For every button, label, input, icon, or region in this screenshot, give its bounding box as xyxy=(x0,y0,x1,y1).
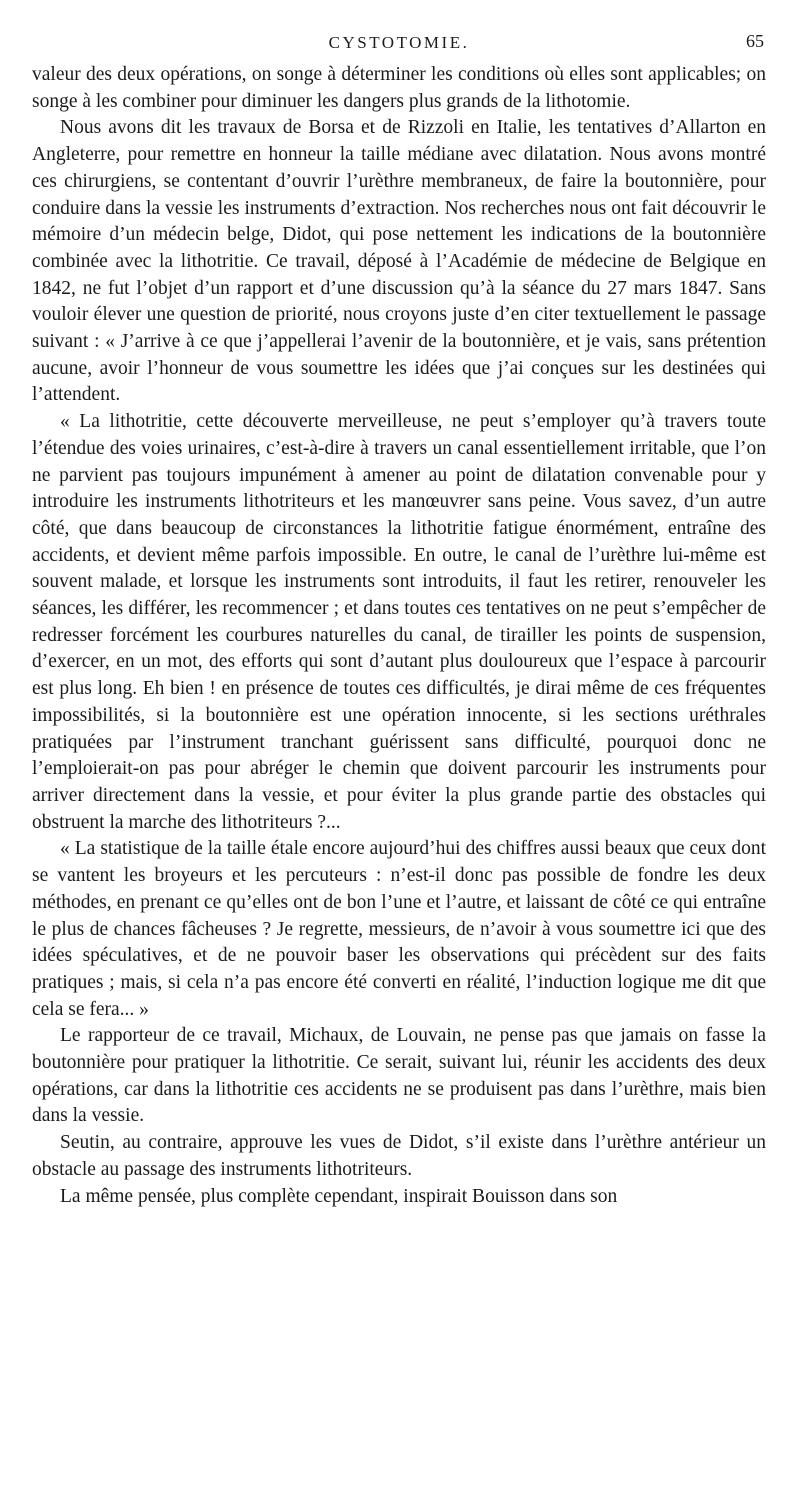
paragraph-didot-intro: Nous avons dit les travaux de Borsa et de Rizzoli en Italie, les tentatives d’Allarton en Angleterre, pour remettre en honneur la taille médiane avec dilatation. Nous avons montré ces chirurgiens, se contentant d’ouvrir l’urèthre membraneux, de faire la boutonnière, pour conduire dans la vessie les instruments d’extraction. Nos recherches nous ont fait découvrir le mémoire d’un médecin belge, Didot, qui pose nettement les indications de la boutonnière combinée avec la lithotritie. Ce travail, déposé à l’Académie de médecine de Belgique en 1842, ne fut l’objet d’un rapport et d’une discussion qu’à la séance du 27 mars 1847. Sans vouloir élever une question de priorité, nous croyons juste d’en citer textuellement le passage suivant : « J’arrive à ce que j’appellerai l’avenir de la boutonnière, et je vais, sans prétention aucune, avoir l’honneur de vous soumettre les idées que j’ai conçues sur les destinées qui l’attendent. xyxy=(32,117,766,406)
running-header xyxy=(32,28,766,58)
paragraph-quote-statistique: « La statistique de la taille étale encore aujourd’hui des chiffres aussi beaux que ceux dont se vantent les broyeurs et les percuteurs : n’est-il donc pas possible de fondre les deux méthodes, en prenant ce qu’elles ont de bon l’une et l’autre, et laissant de côté ce qui entraîne le plus de chances fâcheuses ? Je regrette, messieurs, de n’avoir à vous soumettre ici que des idées spéculatives, et de ne pouvoir baser les observations qui précèdent sur des faits pratiques ; mais, si cela n’a pas encore été converti en réalité, l’induction logique me dit que cela se fera... » xyxy=(32,838,766,1020)
paragraph-michaux: Le rapporteur de ce travail, Michaux, de Louvain, ne pense pas que jamais on fasse la boutonnière pour pratiquer la lithotritie. Ce serait, suivant lui, réunir les accidents des deux opérations, car dans la lithotritie ces accidents ne se produisent pas dans l’urèthre, mais bien dans la vessie. xyxy=(32,1025,766,1127)
paragraph-continuation: valeur des deux opérations, on songe à déterminer les conditions où elles sont applicables; on songe à les combiner pour diminuer les dangers plus grands de la lithotomie. xyxy=(32,64,766,112)
paragraph-quote-lithotritie: « La lithotritie, cette découverte merveilleuse, ne peut s’employer qu’à travers toute l’étendue des voies urinaires, c’est-à-dire à travers un canal essentiellement irritable, que l’on ne parvient pas toujours impunément à amener au point de dilatation convenable pour y introduire les instruments lithotriteurs et les manœuvrer sans peine. Vous savez, d’un autre côté, que dans beaucoup de circonstances la lithotritie fatigue énormément, entraîne des accidents, et devient même parfois impossible. En outre, le canal de l’urèthre lui-même est souvent malade, et lorsque les instruments sont introduits, il faut les retirer, renouveler les séances, les différer, les recommencer ; et dans toutes ces tentatives on ne peut s’empêcher de redresser forcément les courbures naturelles du canal, de tirailler les points de suspension, d’exercer, en un mot, des efforts qui sont d’autant plus douloureux que l’espace à parcourir est plus long. Eh bien ! en présence de toutes ces difficultés, je dirai même de ces fréquentes impossibilités, si la boutonnière est une opération innocente, si les sections uréthrales pratiquées par l’instrument tranchant guérissent sans difficulté, pourquoi donc ne l’emploierait-on pas pour abréger le chemin que doivent parcourir les instruments pour arriver directement dans la vessie, et pour éviter la plus grande partie des obstacles qui obstruent la marche des lithotriteurs ?... xyxy=(32,411,766,833)
page-number: 65 xyxy=(746,31,764,51)
paragraph-bouisson: La même pensée, plus complète cependant, inspirait Bouisson dans son xyxy=(60,1185,618,1207)
paragraph-seutin: Seutin, au contraire, approuve les vues de Didot, s’il existe dans l’urèthre antérieur un obstacle au passage des instruments lithotriteurs. xyxy=(32,1132,766,1180)
book-page xyxy=(32,28,766,1210)
running-title: CYSTOTOMIE. xyxy=(328,33,470,52)
